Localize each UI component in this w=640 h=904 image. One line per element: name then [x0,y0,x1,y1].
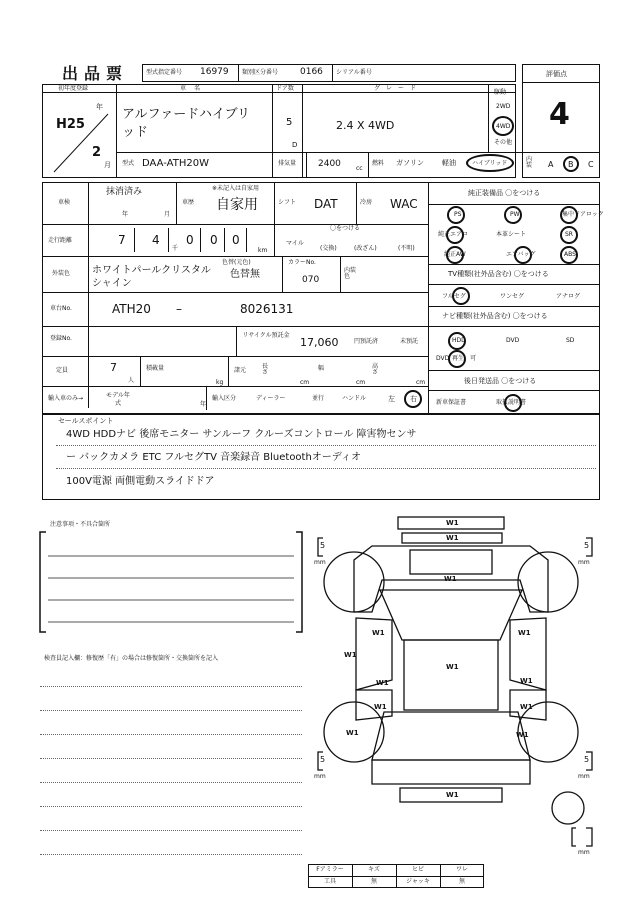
mileage-sen: 千 [172,245,179,252]
bottom-header-1: Fアミラー [316,866,344,873]
bottom-value-4: 無 [458,878,465,885]
damage-mark-7: W1 [446,663,459,671]
first-reg-label: 初年度登録 [58,85,89,92]
mileage-digit-1: 7 [118,233,126,247]
dvd-ok: 可 [470,355,477,362]
first-reg-month: 2 [92,145,102,160]
handle-left: 左 [388,395,395,403]
tv-analog: アナログ [556,293,581,300]
sales-points-line3: 100V電源 両側電動スライドドア [66,476,215,487]
form-title: 出品票 [62,64,129,83]
ac-value: WAC [390,197,418,211]
damage-mark-8: W1 [376,679,389,687]
drive-other: その他 [494,139,513,146]
mileage-digit-3: 0 [186,233,194,247]
interior-c: C [588,160,594,169]
bottom-value-1: 工具 [323,878,336,885]
tire-rr-value: 5 [584,755,590,764]
score-label: 評価点 [546,70,567,78]
interior-label: 内装 [526,156,533,169]
load-kg: kg [216,379,224,386]
tire-fr-value: 5 [584,541,590,550]
shift-value: DAT [314,197,338,211]
tire-fl-value: 5 [320,541,326,550]
damage-mark-14: W1 [446,791,459,799]
dims-length-cm: cm [300,379,310,386]
equip-ps: PS [454,211,462,218]
equip-pw: PW [510,211,520,218]
interior-a: A [548,160,554,169]
grade-label: グレード [374,85,423,92]
color-no-label: カラーNo. [288,259,316,266]
nav-dvd: DVD [506,337,520,344]
after-manual: 取扱説明書 [496,399,527,406]
meter-unknown: (不明) [398,245,415,252]
serial-label: シリアル番号 [336,69,372,76]
dvd-label: DVD [436,355,450,362]
inspection-month: 月 [164,211,171,218]
tire-rl-mm: mm [314,773,326,780]
tv-oneseg: ワンセグ [500,293,525,300]
recycle-label: リサイクル預託金 [242,332,290,339]
bottom-value-2: 無 [370,878,377,885]
rui-label: 類別区分番号 [242,69,279,76]
equipment-header: 純正装備品 〇をつける [468,189,541,197]
rui-value: 0166 [300,67,323,77]
import-type-label: 輸入区分 [212,395,237,402]
sales-points-line2: ー バックカメラ ETC フルセグTV 音楽録音 Bluetoothオーディオ [66,452,362,463]
usage-note: ※未記入は自家用 [212,185,260,192]
tv-header: TV種類(社外品含む) 〇をつける [448,270,549,278]
damage-mark-3: W1 [444,575,457,583]
capacity-label: 定員 [56,367,69,374]
fuel-gas: ガソリン [396,159,424,167]
sales-points-line1: 4WD HDDナビ 後席モニター サンルーフ クルーズコントロール 障害物センサ [66,429,417,440]
chassis-dash: – [176,302,182,316]
drive-4wd: 4WD [496,123,511,130]
fuel-label: 燃料 [372,160,385,167]
mileage-km: km [258,247,268,254]
nav-sd: SD [566,337,575,344]
mileage-digit-2: 4 [152,233,160,247]
fuel-diesel: 軽油 [442,159,456,167]
score-value: 4 [549,97,570,132]
damage-mark-11: W1 [520,703,533,711]
handle-right: 右 [410,395,417,403]
usage-label: 車歴 [182,199,195,206]
equip-sr: SR [565,231,573,238]
capacity-unit: 人 [128,377,135,384]
bottom-value-3: ジャッキ [406,878,430,885]
mileage-digit-5: 0 [232,233,240,247]
color-no-value: 070 [302,275,320,285]
dims-height: 高さ [372,363,379,376]
damage-mark-9: W1 [520,677,533,685]
year-unit: 年 [96,103,103,111]
inspection-label: 車検 [58,199,71,206]
inspection-value: 抹消済み [106,187,143,197]
first-reg-year: H25 [56,117,85,132]
damage-mark-2: W1 [446,534,459,542]
color-value: ホワイトパールクリスタルシャイン [92,265,211,289]
bottom-header-2: キズ [368,866,380,873]
shift-label: シフト [278,199,297,206]
dims-label: 諸元 [234,367,247,374]
repaint-value: 色替無 [230,269,260,280]
meter-header: 〇をつける [330,225,361,232]
nav-hdd: HDD [452,337,466,344]
recycle-not: 未預託 [400,338,419,345]
recycle-done: 円預託済 [354,338,379,345]
chassis-label: 車台No. [50,305,72,312]
car-name-line1: アルファードハイブリ [122,107,251,122]
tire-rl-value: 5 [320,755,326,764]
damage-mark-10: W1 [374,703,387,711]
equip-aero: 純正エアロ [438,231,469,238]
displacement-value: 2400 [318,159,341,169]
equip-abs: ABS [564,251,576,258]
grade-value: 2.4 X 4WD [336,119,395,132]
after-header: 後日発送品 〇をつける [464,377,537,385]
import-dealer: ディーラー [256,395,286,402]
sales-points-label: セールスポイント [58,417,114,425]
tire-fl-mm: mm [314,559,326,566]
displacement-label: 排気量 [278,160,297,167]
damage-mark-4: W1 [372,629,385,637]
door-d: D [292,141,298,149]
tire-fr-mm: mm [578,559,590,566]
model-year-label: モデル年式 [106,392,130,407]
damage-mark-5: W1 [518,629,531,637]
capacity-value: 7 [110,361,117,374]
chassis-model: ATH20 [112,302,151,316]
meter-mile: マイル [286,240,304,247]
damage-mark-12: W1 [346,729,359,737]
bottom-header-3: ヒビ [411,866,424,873]
equip-leather: 本革シート [496,231,527,238]
kata-label: 型式指定番号 [146,69,183,76]
usage-value: 自家用 [216,197,258,213]
tire-rr-mm: mm [578,773,590,780]
model-value: DAA-ATH20W [142,158,209,169]
damage-mark-1: W1 [446,519,459,527]
tv-fullseg: フルセグ [442,293,466,300]
equip-aw: 純正AW [444,251,466,258]
equip-lock: 集中ドアロック [562,211,604,218]
dvd-play: 再生 [452,355,465,362]
color-label: 外装色 [52,270,71,277]
load-label: 積載量 [146,365,165,372]
drive-label: 駆動 [494,89,507,96]
damage-mark-6: W1 [344,651,357,659]
handle-label: ハンドル [342,395,367,402]
damage-mark-13: W1 [516,731,529,739]
bottom-header-4: ワレ [455,866,468,873]
nav-header: ナビ種類(社外品含む) 〇をつける [442,312,548,320]
import-parallel: 並行 [312,395,325,402]
after-warranty: 新車保証書 [436,399,467,406]
inspector-label: 検査員記入欄：修復歴「有」の場合は修復箇所・交換箇所を記入 [44,655,219,662]
month-unit: 月 [104,161,111,169]
import-label: 輸入車のみ→ [48,395,84,402]
chassis-number: 8026131 [240,302,294,316]
dims-length: 長さ [262,363,269,376]
fuel-hybrid: ハイブリッド [472,160,508,167]
meter-tamper: (改ざん) [354,245,377,252]
ac-label: 冷房 [360,199,373,206]
mileage-label: 走行距離 [48,237,73,244]
model-year-unit: 年 [200,401,207,408]
mileage-digit-4: 0 [210,233,218,247]
reg-label: 登録No. [50,335,72,342]
equip-airbag: エアバッグ [506,251,536,258]
door-count: 5 [286,117,293,128]
kata-value: 16979 [200,67,229,77]
car-name-line2: ッド [122,125,149,140]
inspection-year: 年 [122,211,129,218]
spare-mm: mm [578,849,590,856]
drive-2wd: 2WD [496,103,511,110]
repaint-label: 色替(元色) [222,259,251,266]
model-label: 型式 [122,160,135,167]
meter-change: (交換) [320,245,337,252]
name-label: 車名 [180,85,209,92]
interior-b: B [568,160,574,169]
caution-label: 注意事項・不具合箇所 [50,521,111,528]
door-label: ドア数 [276,85,294,92]
int-color-label: 内装色 [344,267,357,280]
dims-height-cm: cm [416,379,426,386]
dims-width-cm: cm [356,379,366,386]
recycle-value: 17,060 [300,336,339,349]
cc-unit: cc [356,165,363,172]
dims-width: 幅 [318,365,325,372]
